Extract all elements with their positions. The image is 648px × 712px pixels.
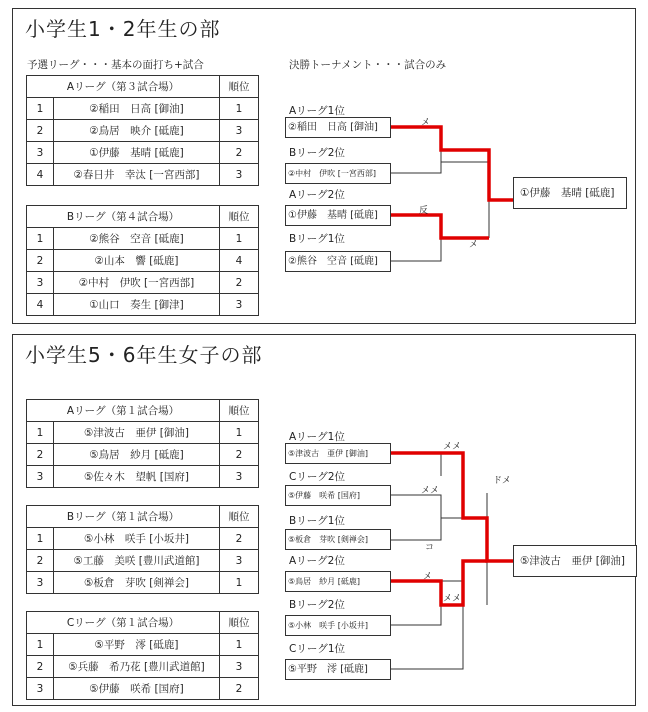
row-no: 3 — [27, 678, 54, 700]
bracket-line — [391, 605, 463, 625]
bracket-slot: ⑤平野 澪 [砥鹿] — [285, 659, 391, 680]
score-mark: メメ — [421, 486, 440, 496]
league-title: Aリーグ（第３試合場） — [27, 76, 220, 98]
row-no: 1 — [27, 634, 54, 656]
seed-label: Bリーグ2位 — [289, 599, 345, 611]
bracket-line — [391, 637, 463, 669]
score-mark: ドメ — [493, 476, 511, 486]
player-rank: 4 — [220, 250, 259, 272]
bracket-slot: ②中村 伊吹 [一宮西部] — [285, 163, 391, 184]
seed-label: Cリーグ1位 — [289, 643, 346, 655]
bracket-slot: ⑤伊藤 咲希 [国府] — [285, 485, 391, 506]
bracket-slot: ①伊藤 基晴 [砥鹿] — [285, 205, 391, 226]
winner-path — [391, 215, 489, 238]
player-name: ⑤兵藤 希乃花 [豊川武道館] — [54, 656, 220, 678]
seed-label: Bリーグ1位 — [289, 233, 345, 245]
score-mark: コ — [425, 543, 435, 553]
bracket-line — [391, 495, 463, 518]
score-mark: メ — [421, 118, 431, 128]
player-name: ⑤小林 咲手 [小坂井] — [54, 528, 220, 550]
player-rank: 2 — [220, 444, 259, 466]
row-no: 4 — [27, 294, 54, 316]
player-name: ⑤鳥居 紗月 [砥鹿] — [54, 444, 220, 466]
player-name: ⑤工藤 美咲 [豊川武道館] — [54, 550, 220, 572]
seed-label: Aリーグ2位 — [289, 189, 345, 201]
seed-label: Aリーグ1位 — [289, 105, 345, 117]
player-rank: 2 — [220, 528, 259, 550]
rank-header: 順位 — [220, 506, 259, 528]
row-no: 3 — [27, 572, 54, 594]
player-name: ②鳥居 映介 [砥鹿] — [54, 120, 220, 142]
player-rank: 2 — [220, 678, 259, 700]
seed-label: Cリーグ2位 — [289, 471, 346, 483]
row-no: 4 — [27, 164, 54, 186]
section-grade-1-2 — [12, 8, 636, 324]
seed-label: Aリーグ1位 — [289, 431, 345, 443]
final-heading: 決勝トーナメント・・・試合のみ — [289, 59, 447, 71]
player-rank: 1 — [220, 422, 259, 444]
player-rank: 1 — [220, 572, 259, 594]
rank-header: 順位 — [220, 206, 259, 228]
player-rank: 3 — [220, 656, 259, 678]
player-rank: 3 — [220, 294, 259, 316]
player-rank: 3 — [220, 550, 259, 572]
row-no: 1 — [27, 422, 54, 444]
row-no: 1 — [27, 228, 54, 250]
bracket-line — [391, 162, 441, 173]
row-no: 1 — [27, 98, 54, 120]
player-name: ②中村 伊吹 [一宮西部] — [54, 272, 220, 294]
bracket-slot: ②熊谷 空音 [砥鹿] — [285, 251, 391, 272]
winner-path — [391, 127, 513, 200]
score-mark: メ — [423, 572, 433, 582]
player-rank: 1 — [220, 634, 259, 656]
seed-label: Bリーグ1位 — [289, 515, 345, 527]
player-rank: 2 — [220, 142, 259, 164]
player-name: ①山口 奏生 [御津] — [54, 294, 220, 316]
winner-path — [391, 453, 513, 561]
player-rank: 3 — [220, 466, 259, 488]
player-rank: 2 — [220, 272, 259, 294]
bracket-line — [391, 238, 441, 261]
player-name: ②山本 響 [砥鹿] — [54, 250, 220, 272]
rank-header: 順位 — [220, 400, 259, 422]
player-rank: 3 — [220, 120, 259, 142]
bracket-line — [391, 453, 441, 476]
league-title: Bリーグ（第１試合場） — [27, 506, 220, 528]
seed-label: Bリーグ2位 — [289, 147, 345, 159]
section-grade-5-6-girls — [12, 334, 636, 706]
bracket-slot: ⑤板倉 芽吹 [剣禅会] — [285, 529, 391, 550]
row-no: 3 — [27, 466, 54, 488]
player-name: ②春日井 幸汰 [一宮西部] — [54, 164, 220, 186]
bracket-slot: ⑤津波古 亜伊 [御油] — [285, 443, 391, 464]
row-no: 2 — [27, 550, 54, 572]
row-no: 2 — [27, 250, 54, 272]
player-name: ①伊藤 基晴 [砥鹿] — [54, 142, 220, 164]
player-rank: 1 — [220, 98, 259, 120]
row-no: 3 — [27, 142, 54, 164]
player-name: ⑤平野 澪 [砥鹿] — [54, 634, 220, 656]
player-name: ②稲田 日高 [御油] — [54, 98, 220, 120]
league-title: Aリーグ（第１試合場） — [27, 400, 220, 422]
bracket-slot: ⑤鳥居 紗月 [砥鹿] — [285, 571, 391, 592]
winner-path — [391, 561, 487, 605]
player-name: ⑤板倉 芽吹 [剣禅会] — [54, 572, 220, 594]
section-title: 小学生5・6年生女子の部 — [25, 343, 263, 367]
score-mark: メメ — [443, 594, 462, 604]
row-no: 2 — [27, 656, 54, 678]
seed-label: Aリーグ2位 — [289, 555, 345, 567]
rank-header: 順位 — [220, 76, 259, 98]
player-name: ⑤津波古 亜伊 [御油] — [54, 422, 220, 444]
section-title: 小学生1・2年生の部 — [25, 17, 221, 41]
league-title: Bリーグ（第４試合場） — [27, 206, 220, 228]
bracket-slot: ②稲田 日高 [御油] — [285, 117, 391, 138]
row-no: 2 — [27, 444, 54, 466]
player-name: ②熊谷 空音 [砥鹿] — [54, 228, 220, 250]
prelim-heading: 予選リーグ・・・基本の面打ち+試合 — [27, 59, 204, 71]
league-title: Cリーグ（第１試合場） — [27, 612, 220, 634]
bracket-line — [391, 518, 441, 540]
score-mark: メ — [469, 240, 479, 250]
winner-box: ①伊藤 基晴 [砥鹿] — [513, 177, 627, 209]
player-rank: 1 — [220, 228, 259, 250]
player-rank: 3 — [220, 164, 259, 186]
score-mark: 反 — [419, 206, 429, 216]
player-name: ⑤佐々木 望帆 [国府] — [54, 466, 220, 488]
row-no: 1 — [27, 528, 54, 550]
bracket-slot: ⑤小林 咲手 [小坂井] — [285, 615, 391, 636]
row-no: 2 — [27, 120, 54, 142]
score-mark: メメ — [443, 442, 462, 452]
rank-header: 順位 — [220, 612, 259, 634]
winner-box: ⑤津波古 亜伊 [御油] — [513, 545, 637, 577]
row-no: 3 — [27, 272, 54, 294]
player-name: ⑤伊藤 咲希 [国府] — [54, 678, 220, 700]
